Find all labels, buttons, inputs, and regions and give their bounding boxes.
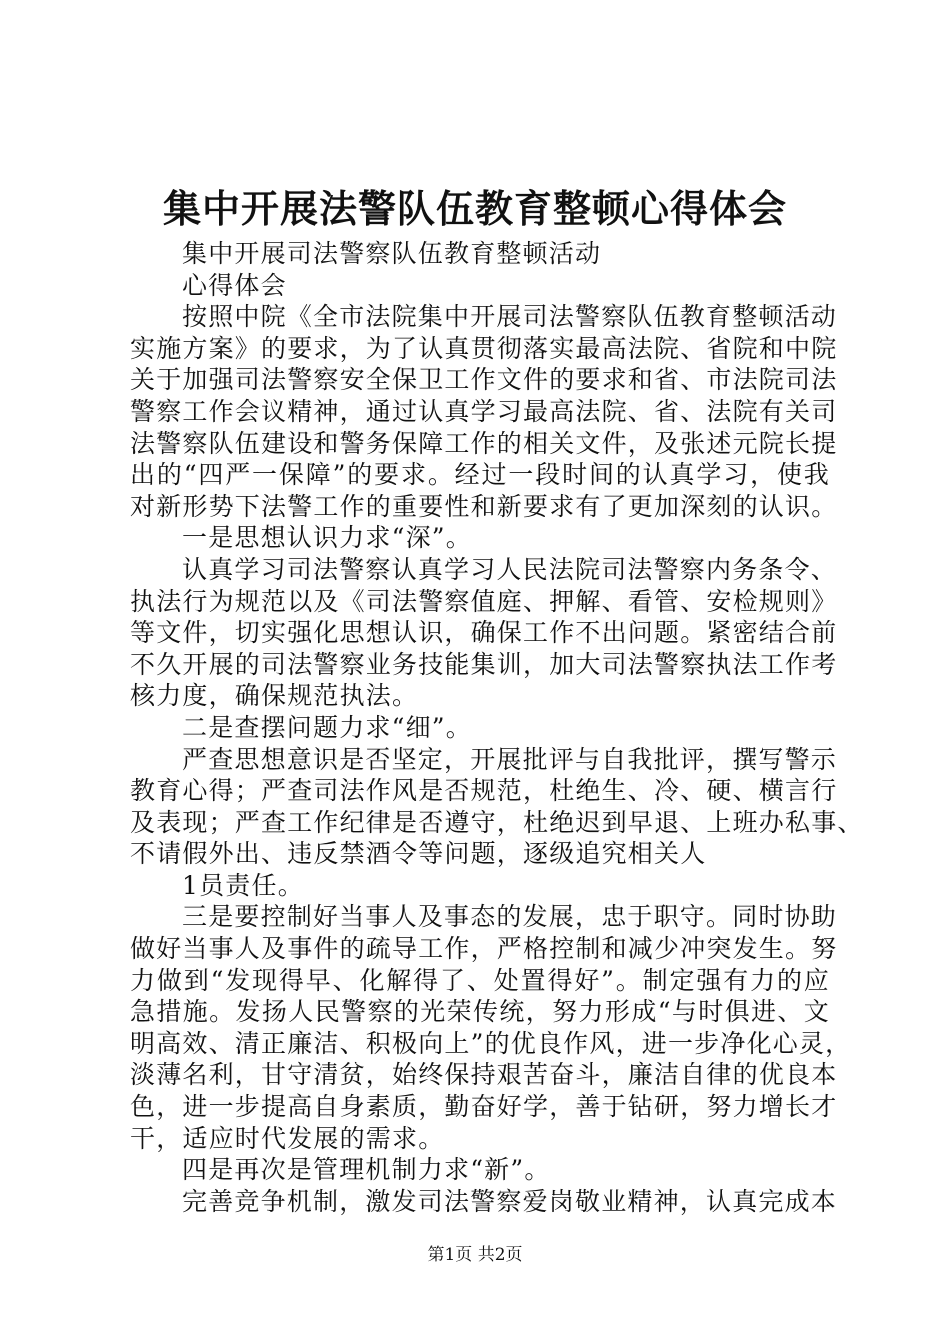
body-line: 出的“四严一保障”的要求。经过一段时间的认真学习，使我 <box>130 460 830 490</box>
document-title: 集中开展法警队伍教育整顿心得体会 <box>162 186 787 231</box>
body-line: 不久开展的司法警察业务技能集训，加大司法警察执法工作考 <box>130 649 838 679</box>
body-line: 执法行为规范以及《司法警察值庭、押解、看管、安检规则》 <box>130 586 838 616</box>
body-line: 等文件，切实强化思想认识，确保工作不出问题。紧密结合前 <box>130 618 838 648</box>
body-line: 四是再次是管理机制力求“新”。 <box>182 1155 551 1185</box>
body-line: 按照中院《全市法院集中开展司法警察队伍教育整顿活动 <box>182 302 838 332</box>
body-line: 对新形势下法警工作的重要性和新要求有了更加深刻的认识。 <box>130 491 838 521</box>
body-line: 警察工作会议精神，通过认真学习最高法院、省、法院有关司 <box>130 396 838 426</box>
body-line: 教育心得；严查司法作风是否规范，杜绝生、冷、硬、横言行 <box>130 776 838 806</box>
body-line: 急措施。发扬人民警察的光荣传统，努力形成“与时俱进、文 <box>130 997 830 1027</box>
body-line: 实施方案》的要求，为了认真贯彻落实最高法院、省院和中院 <box>130 333 838 363</box>
document-body <box>130 238 864 1217</box>
body-line: 认真学习司法警察认真学习人民法院司法警察内务条令、 <box>182 554 838 584</box>
body-line: 完善竞争机制，激发司法警察爱岗敬业精神，认真完成本 <box>182 1186 838 1216</box>
body-line: 不请假外出、违反禁酒令等问题，逐级追究相关人 <box>130 839 707 869</box>
page-footer: 第1页 共2页 <box>427 1245 523 1265</box>
body-line: 三是要控制好当事人及事态的发展，忠于职守。同时协助 <box>182 902 838 932</box>
body-line: 关于加强司法警察安全保卫工作文件的要求和省、市法院司法 <box>130 365 838 395</box>
body-line: 核力度，确保规范执法。 <box>130 681 419 711</box>
body-line: 做好当事人及事件的疏导工作，严格控制和减少冲突发生。努 <box>130 934 838 964</box>
body-line: 集中开展司法警察队伍教育整顿活动 <box>182 239 602 268</box>
body-line: 心得体会 <box>182 270 287 300</box>
body-line: 力做到“发现得早、化解得了、处置得好”。制定强有力的应 <box>130 965 830 995</box>
body-line: 干，适应时代发展的需求。 <box>130 1123 445 1153</box>
body-line: 色，进一步提高自身素质，勤奋好学，善于钻研，努力增长才 <box>130 1092 838 1122</box>
body-line: 二是查摆问题力求“细”。 <box>182 712 472 742</box>
body-line: 一是思想认识力求“深”。 <box>182 523 472 553</box>
body-line: 严查思想意识是否坚定，开展批评与自我批评，撰写警示 <box>182 744 838 774</box>
body-line: 明高效、清正廉洁、积极向上”的优良作风，进一步净化心灵， <box>130 1028 852 1058</box>
body-line: 法警察队伍建设和警务保障工作的相关文件，及张述元院长提 <box>130 428 838 458</box>
body-line: 及表现；严查工作纪律是否遵守，杜绝迟到早退、上班办私事、 <box>130 807 864 837</box>
body-line: 1员责任。 <box>182 870 304 900</box>
body-line: 淡薄名利，甘守清贫，始终保持艰苦奋斗，廉洁自律的优良本 <box>130 1060 838 1090</box>
